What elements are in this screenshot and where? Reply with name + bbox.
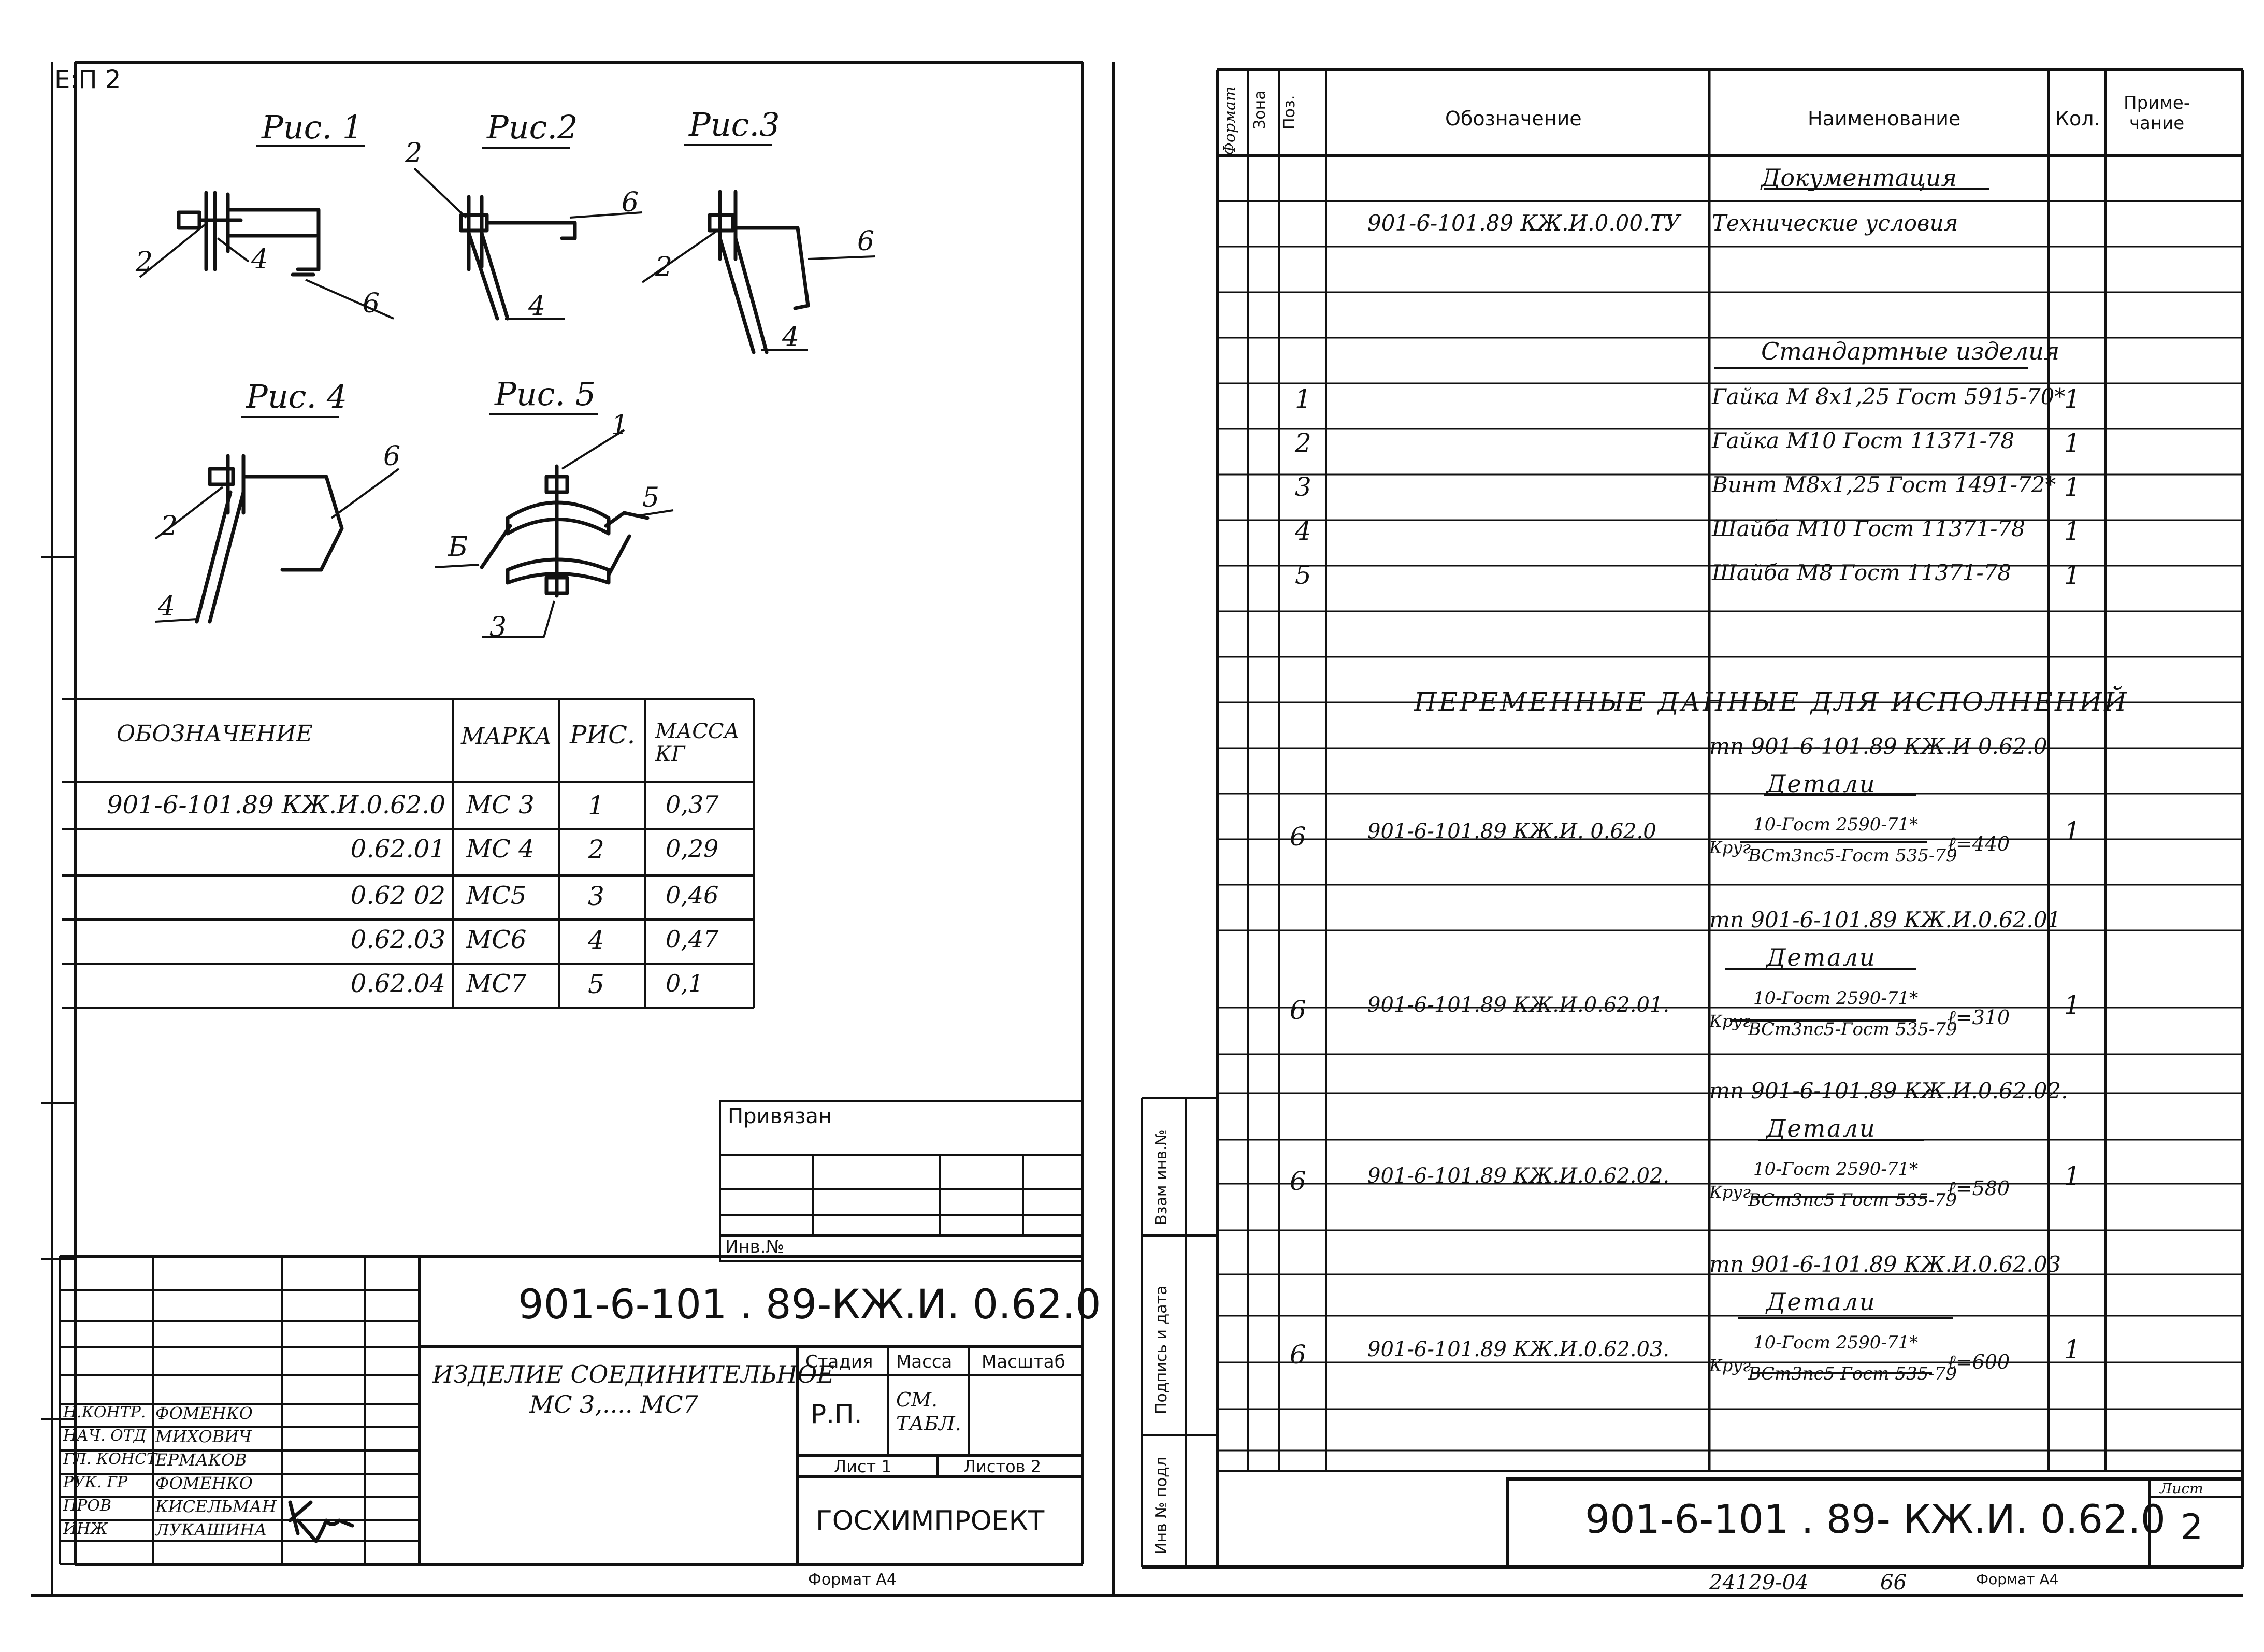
variant-tp: тп 901-6-101.89 КЖ.И.0.62.01 xyxy=(1709,907,2061,932)
variant-krug: Круг xyxy=(1709,1356,1751,1375)
mark-row-designation: 0.62.01 xyxy=(350,835,445,864)
header-pos: Поз. xyxy=(1280,95,1299,130)
mark-row-mass: 0,46 xyxy=(666,881,719,909)
mark-row-mass: 0,47 xyxy=(666,925,719,953)
sheet-label: Лист 1 xyxy=(834,1457,892,1476)
spec-row-qty: 1 xyxy=(2064,472,2081,502)
signature-role: ИНЖ xyxy=(63,1520,108,1538)
fig2-label-6: 6 xyxy=(622,187,639,218)
inv-label: Инв.№ xyxy=(725,1237,784,1257)
fig5-label-5: 5 xyxy=(642,482,660,513)
mark-row-mass: 0,37 xyxy=(666,791,719,818)
variant-length: ℓ=580 xyxy=(1948,1177,2010,1200)
spec-row-pos: 5 xyxy=(1295,560,1311,590)
variant-designation: 901-6-101.89 КЖ.И.0.62.02. xyxy=(1367,1164,1670,1188)
mark-table-header-mass: МАССА КГ xyxy=(655,720,740,766)
mark-row-designation: 0.62.04 xyxy=(350,969,445,998)
figure-5-drawing xyxy=(435,430,673,637)
fig1-label-4: 4 xyxy=(251,244,269,275)
signature-name: ЛУКАШИНА xyxy=(155,1520,267,1540)
variant-krug: Круг xyxy=(1709,838,1751,857)
header-qty: Кол. xyxy=(2055,107,2100,130)
mark-row-mark: МС 3 xyxy=(466,791,535,820)
variant-details-label: Детали xyxy=(1766,1288,1877,1316)
figure-3-drawing xyxy=(642,192,875,352)
variant-pos: 6 xyxy=(1290,1340,1306,1370)
spec-row-name: Документация xyxy=(1761,164,1957,192)
variant-details-label: Детали xyxy=(1766,770,1877,798)
fig2-label-2: 2 xyxy=(405,138,423,169)
variant-details-label: Детали xyxy=(1766,943,1877,971)
variant-num: 10-Гост 2590-71* xyxy=(1753,1332,1919,1353)
mark-row-fig: 4 xyxy=(588,925,604,955)
spec-row-pos: 4 xyxy=(1295,516,1311,546)
variant-krug: Круг xyxy=(1709,1182,1751,1202)
variant-qty: 1 xyxy=(2064,1161,2081,1191)
signature-role: Н.КОНТР. xyxy=(63,1403,146,1421)
variant-den: ВСт3пс5 Гост 535-79 xyxy=(1748,1190,1957,1211)
mark-table-header-mark: МАРКА xyxy=(461,723,552,750)
variant-designation: 901-6-101.89 КЖ.И. 0.62.0 xyxy=(1367,820,1656,843)
fig3-label-6: 6 xyxy=(857,226,875,257)
spec-row-designation: 901-6-101.89 КЖ.И.0.00.ТУ xyxy=(1367,210,1680,236)
figure-2-caption: Рис.2 xyxy=(487,108,578,146)
variant-num: 10-Гост 2590-71* xyxy=(1753,1159,1919,1180)
signature-role: ПРОВ xyxy=(63,1497,111,1515)
right-format-label: Формат А4 xyxy=(1976,1571,2059,1588)
side-label-podpis: Подпись и дата xyxy=(1152,1285,1171,1414)
sheets-label: Листов 2 xyxy=(963,1457,1042,1476)
figure-1-caption: Рис. 1 xyxy=(262,108,363,146)
variant-details-label: Детали xyxy=(1766,1114,1877,1142)
variant-qty: 1 xyxy=(2064,990,2081,1020)
mark-row-fig: 3 xyxy=(588,881,604,911)
variant-den: ВСт3пс5-Гост 535-79 xyxy=(1748,1019,1957,1040)
header-note: Приме- чание xyxy=(2124,93,2190,134)
variant-pos: 6 xyxy=(1290,1166,1306,1196)
signature-name: КИСЕЛЬМАН xyxy=(155,1497,277,1516)
signature-name: ЕРМАКОВ xyxy=(155,1450,247,1470)
figure-5-caption: Рис. 5 xyxy=(495,375,596,413)
fig3-label-4: 4 xyxy=(782,322,800,353)
fig4-label-4: 4 xyxy=(158,591,176,622)
header-zone: Зона xyxy=(1251,90,1269,130)
spec-row-name: Гайка М10 Гост 11371-78 xyxy=(1712,428,2015,453)
variant-num: 10-Гост 2590-71* xyxy=(1753,814,1919,835)
mark-table-header-fig: РИС. xyxy=(570,721,636,750)
signature-role: ГЛ. КОНСТ xyxy=(63,1450,157,1468)
spec-row-name: Винт М8х1,25 Гост 1491-72* xyxy=(1712,472,2056,497)
variant-qty: 1 xyxy=(2064,1334,2081,1364)
signature-scrawl xyxy=(290,1502,352,1541)
fig4-label-2: 2 xyxy=(161,511,178,542)
corner-mark: Е:П 2 xyxy=(54,65,121,94)
variant-num: 10-Гост 2590-71* xyxy=(1753,988,1919,1009)
variant-designation: 901-6-101.89 КЖ.И.0.62.01. xyxy=(1367,993,1670,1017)
variant-length: ℓ=310 xyxy=(1948,1006,2010,1029)
signature-name: ФОМЕНКО xyxy=(155,1473,253,1493)
spec-row-name: Стандартные изделия xyxy=(1761,337,2060,365)
spec-row-name: Шайба М8 Гост 11371-78 xyxy=(1712,560,2012,585)
mark-row-fig: 2 xyxy=(588,835,604,865)
organization: ГОСХИМПРОЕКТ xyxy=(816,1505,1045,1536)
fig5-label-b: Б xyxy=(448,531,468,563)
variant-krug: Круг xyxy=(1709,1011,1751,1031)
list-number: 2 xyxy=(2181,1507,2203,1548)
list-label: Лист xyxy=(2160,1480,2203,1497)
left-title-code: 901-6-101 . 89-КЖ.И. 0.62.0 xyxy=(518,1282,1101,1328)
figure-3-caption: Рис.3 xyxy=(689,106,780,143)
fig3-label-2: 2 xyxy=(655,252,673,283)
mark-row-mass: 0,1 xyxy=(666,969,704,997)
header-designation: Обозначение xyxy=(1445,107,1582,130)
signature-role: РУК. ГР xyxy=(63,1473,128,1491)
variant-pos: 6 xyxy=(1290,822,1306,852)
stage-header: Стадия xyxy=(805,1352,873,1372)
spec-row-qty: 1 xyxy=(2064,516,2081,546)
spec-row-pos: 3 xyxy=(1295,472,1311,502)
spec-row-pos: 2 xyxy=(1295,428,1311,458)
mark-row-designation: 901-6-101.89 КЖ.И.0.62.0 xyxy=(107,791,445,820)
signature-name: ФОМЕНКО xyxy=(155,1403,253,1423)
signature-name: МИХОВИЧ xyxy=(155,1427,252,1446)
mass-value: СМ. ТАБЛ. xyxy=(896,1388,961,1435)
left-format-label: Формат А4 xyxy=(808,1571,897,1589)
fig1-label-6: 6 xyxy=(363,288,380,319)
mass-header: Масса xyxy=(896,1352,953,1372)
variant-tp: тп 901-6-101.89 КЖ.И.0.62.02. xyxy=(1709,1078,2068,1103)
figure-4-drawing xyxy=(155,456,399,622)
fig4-label-6: 6 xyxy=(383,441,401,472)
variant-den: ВСт3пс5 Гост 535-79 xyxy=(1748,1363,1957,1384)
header-name: Наименование xyxy=(1808,107,1961,130)
stage-value: Р.П. xyxy=(811,1399,862,1429)
variant-pos: 6 xyxy=(1290,995,1306,1025)
mark-row-designation: 0.62 02 xyxy=(350,881,445,910)
mark-row-mark: МС 4 xyxy=(466,835,535,864)
spec-row-qty: 1 xyxy=(2064,428,2081,458)
right-title-code: 901-6-101 . 89- КЖ.И. 0.62.0 xyxy=(1585,1496,2166,1542)
mark-table-header-designation: ОБОЗНАЧЕНИЕ xyxy=(117,721,313,747)
header-format: Формат xyxy=(1221,86,1239,155)
variant-den: ВСт3пс5-Гост 535-79 xyxy=(1748,845,1957,866)
variant-tp: тп 901-6-101.89 КЖ.И.0.62.03 xyxy=(1709,1252,2061,1277)
footer-code: 24129-04 xyxy=(1709,1571,1809,1594)
scale-header: Масштаб xyxy=(982,1352,1065,1372)
privyazan-title: Привязан xyxy=(728,1104,832,1128)
variant-qty: 1 xyxy=(2064,816,2081,846)
spec-row-qty: 1 xyxy=(2064,560,2081,590)
spec-row-pos: 1 xyxy=(1295,384,1311,414)
fig5-label-3: 3 xyxy=(489,612,507,643)
variable-header: ПЕРЕМЕННЫЕ ДАННЫЕ ДЛЯ ИСПОЛНЕНИЙ xyxy=(1414,687,2129,717)
product-name: ИЗДЕЛИЕ СОЕДИНИТЕЛЬНОЕ МС 3,.... МС7 xyxy=(432,1360,834,1418)
footer-page: 66 xyxy=(1880,1571,1907,1594)
fig1-label-2: 2 xyxy=(136,247,153,278)
mark-row-mark: МС7 xyxy=(466,969,527,998)
figure-4-caption: Рис. 4 xyxy=(246,378,348,415)
side-label-inv-podl: Инв № подл xyxy=(1152,1457,1171,1554)
mark-row-mark: МС5 xyxy=(466,881,527,910)
mark-row-designation: 0.62.03 xyxy=(350,925,445,954)
spec-row-name: Шайба М10 Гост 11371-78 xyxy=(1712,516,2025,541)
variant-length: ℓ=440 xyxy=(1948,832,2010,855)
spec-row-name: Гайка М 8х1,25 Гост 5915-70* xyxy=(1712,384,2066,409)
mark-row-fig: 5 xyxy=(588,969,604,999)
side-label-vzam-inv: Взам инв.№ xyxy=(1152,1129,1171,1225)
mark-row-fig: 1 xyxy=(588,791,604,821)
variant-designation: 901-6-101.89 КЖ.И.0.62.03. xyxy=(1367,1338,1670,1361)
variant-tp: тп 901-6-101.89 КЖ.И 0.62.0 xyxy=(1709,734,2047,759)
fig5-label-1: 1 xyxy=(611,410,629,441)
spec-row-qty: 1 xyxy=(2064,384,2081,414)
spec-row-name: Технические условия xyxy=(1712,210,1958,236)
mark-row-mark: МС6 xyxy=(466,925,527,954)
mark-row-mass: 0,29 xyxy=(666,835,719,863)
signature-role: НАЧ. ОТД xyxy=(63,1427,147,1445)
variant-length: ℓ=600 xyxy=(1948,1351,2010,1373)
fig2-label-4: 4 xyxy=(528,291,546,322)
